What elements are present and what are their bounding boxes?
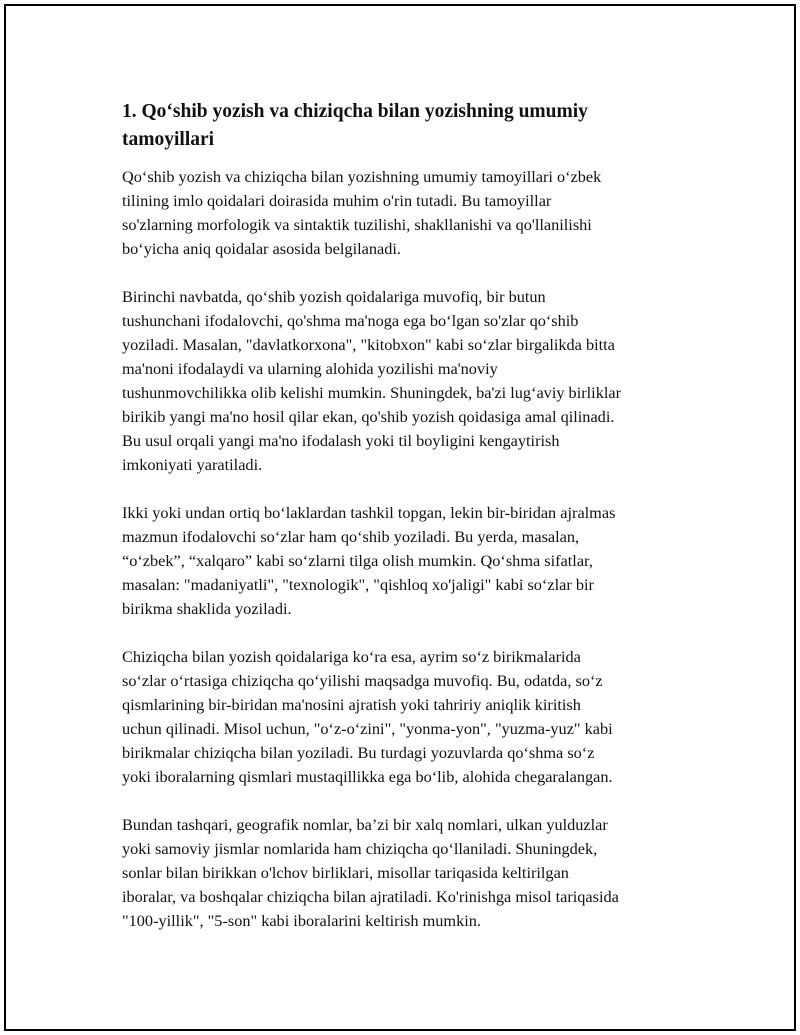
paragraph-5 <box>122 813 700 933</box>
text-line: tushunchani ifodalovchi, qo'shma ma'noga ega bo‘lgan so'zlar qo‘shib <box>122 311 579 330</box>
text-line: uchun qilinadi. Misol uchun, "o‘z-o‘zini", "yonma-yon", "yuzma-yuz" kabi <box>122 719 613 738</box>
text-line: qismlarining bir-biridan ma'nosini ajratish yoki tahririy aniqlik kiritish <box>122 695 581 714</box>
text-line: so'zlarning morfologik va sintaktik tuzilishi, shakllanishi va qo'llanilishi <box>122 215 592 234</box>
text-line: imkoniyati yaratiladi. <box>122 455 263 474</box>
text-line: “o‘zbek”, “xalqaro” kabi so‘zlarni tilga olish mumkin. Qo‘shma sifatlar, <box>122 551 593 570</box>
text-line: tilining imlo qoidalari doirasida muhim o'rin tutadi. Bu tamoyillar <box>122 191 552 210</box>
text-line: Ikki yoki undan ortiq bo‘laklardan tashkil topgan, lekin bir-biridan ajralmas <box>122 503 616 522</box>
paragraph-1 <box>122 165 700 261</box>
page-frame <box>4 4 796 1031</box>
text-line: Qo‘shib yozish va chiziqcha bilan yozishning umumiy tamoyillari o‘zbek <box>122 167 602 186</box>
heading-line: 1. Qo‘shib yozish va chiziqcha bilan yozishning umumiy <box>122 101 588 122</box>
heading-line: tamoyillari <box>122 129 215 150</box>
paragraph-2 <box>122 285 700 477</box>
text-line: Chiziqcha bilan yozish qoidalariga ko‘ra esa, ayrim so‘z birikmalarida <box>122 647 581 666</box>
text-line: Birinchi navbatda, qo‘shib yozish qoidalariga muvofiq, bir butun <box>122 287 546 306</box>
text-line: birikmalar chiziqcha bilan yoziladi. Bu turdagi yozuvlarda qo‘shma so‘z <box>122 743 595 762</box>
text-line: yoki samoviy jismlar nomlarida ham chiziqcha qo‘llaniladi. Shuningdek, <box>122 839 598 858</box>
text-line: birikib yangi ma'no hosil qilar ekan, qo'shib yozish qoidasiga amal qilinadi. <box>122 407 615 426</box>
text-line: iboralar, va boshqalar chiziqcha bilan ajratiladi. Ko'rinishga misol tariqasida <box>122 887 619 906</box>
paragraph-3 <box>122 501 700 621</box>
text-line: so‘zlar o‘rtasiga chiziqcha qo‘yilishi maqsadga muvofiq. Bu, odatda, so‘z <box>122 671 603 690</box>
text-line: Bu usul orqali yangi ma'no ifodalash yoki til boyligini kengaytirish <box>122 431 560 450</box>
text-line: birikma shaklida yoziladi. <box>122 599 292 618</box>
paragraph-4 <box>122 645 700 789</box>
text-line: tushunmovchilikka olib kelishi mumkin. Shuningdek, ba'zi lug‘aviy birliklar <box>122 383 622 402</box>
text-line: "100-yillik", "5-son" kabi iboralarini keltirish mumkin. <box>122 911 481 930</box>
text-line: yoki iboralarning qismlari mustaqillikka ega bo‘lib, alohida chegaralangan. <box>122 767 613 786</box>
text-line: Bundan tashqari, geografik nomlar, ba’zi bir xalq nomlari, ulkan yulduzlar <box>122 815 608 834</box>
text-line: sonlar bilan birikkan o'lchov birliklari, misollar tariqasida keltirilgan <box>122 863 569 882</box>
text-line: ma'noni ifodalaydi va ularning alohida yozilishi ma'noviy <box>122 359 498 378</box>
text-line: mazmun ifodalovchi so‘zlar ham qo‘shib yoziladi. Bu yerda, masalan, <box>122 527 580 546</box>
text-line: masalan: "madaniyatli", "texnologik", "qishloq xo'jaligi" kabi so‘zlar bir <box>122 575 594 594</box>
document-body <box>120 98 700 957</box>
section-heading <box>120 98 700 154</box>
text-line: yoziladi. Masalan, "davlatkorxona", "kitobxon" kabi so‘zlar birgalikda bitta <box>122 335 615 354</box>
text-line: bo‘yicha aniq qoidalar asosida belgilanadi. <box>122 239 401 258</box>
